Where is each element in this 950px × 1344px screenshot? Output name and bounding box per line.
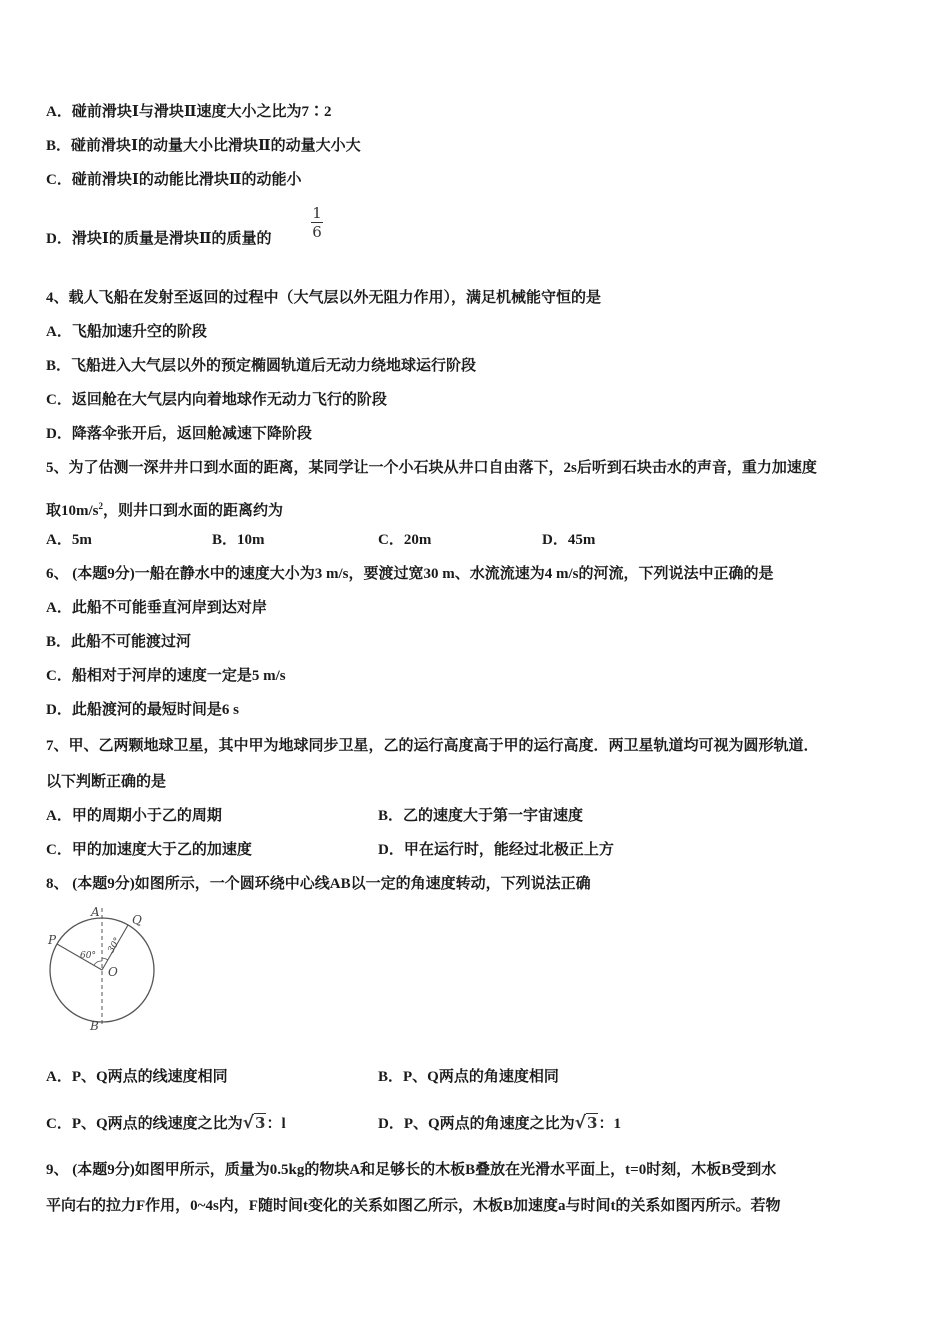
q4-option-b: B．飞船进入大气层以外的预定椭圆轨道后无动力绕地球运行阶段 — [46, 358, 477, 374]
q4-stem: 4、载人飞船在发射至返回的过程中（大气层以外无阻力作用），满足机械能守恒的是 — [46, 290, 602, 306]
q7-option-a: A．甲的周期小于乙的周期 — [46, 808, 222, 824]
q6-option-d: D．此船渡河的最短时间是6 s — [46, 702, 239, 718]
sqrt-three — [575, 1113, 599, 1133]
q5-stem-line1: 5、为了估测一深井井口到水面的距离，某同学让一个小石块从井口自由落下，2s后听到石块击水的声音，重力加速度 — [46, 460, 817, 476]
q4-option-d: D．降落伞张开后，返回舱减速下降阶段 — [46, 426, 312, 442]
q6-option-b: B．此船不可能渡过河 — [46, 634, 192, 650]
q9-stem-line2: 平向右的拉力F作用，0~4s内，F随时间t变化的关系如图乙所示，木板B加速度a与时间t的关系如图丙所示。若物 — [46, 1198, 781, 1214]
fraction-numerator: 1 — [312, 204, 322, 222]
q4-option-a: A．飞船加速升空的阶段 — [46, 324, 207, 340]
q7-stem-line1: 7、甲、乙两颗地球卫星，其中甲为地球同步卫星，乙的运行高度高于甲的运行高度．两卫星轨道均可视为圆形轨道． — [46, 738, 819, 754]
q5-option-a: A．5m — [46, 532, 92, 548]
q6-option-a: A．此船不可能垂直河岸到达对岸 — [46, 600, 267, 616]
q4-option-c: C．返回舱在大气层内向着地球作无动力飞行的阶段 — [46, 392, 387, 408]
q3-option-c: C．碰前滑块Ⅰ的动能比滑块Ⅱ的动能小 — [46, 172, 302, 188]
q8-option-d-ratio: ：1 — [598, 1116, 621, 1132]
sqrt-three — [243, 1113, 267, 1133]
q7-option-d: D．甲在运行时，能经过北极正上方 — [378, 842, 614, 858]
label-p: P — [48, 933, 57, 947]
label-q: Q — [132, 913, 142, 927]
q3-option-b: B．碰前滑块Ⅰ的动量大小比滑块Ⅱ的动量大小大 — [46, 138, 361, 154]
fraction-one-sixth — [311, 205, 323, 240]
q3-option-d: D．滑块Ⅰ的质量是滑块Ⅱ的质量的 — [46, 231, 272, 247]
fraction-denominator: 6 — [312, 223, 322, 241]
q8-option-b: B．P、Q两点的角速度相同 — [378, 1069, 559, 1085]
q7-stem-line2: 以下判断正确的是 — [46, 774, 167, 790]
q8-option-d-text: D．P、Q两点的角速度之比为 — [378, 1116, 575, 1132]
q6-option-c: C．船相对于河岸的速度一定是5 m/s — [46, 668, 286, 684]
label-angle-60: 60° — [80, 951, 96, 961]
q5-option-c: C．20m — [378, 532, 432, 548]
sqrt-radicand: 3 — [587, 1114, 598, 1132]
label-a: A — [91, 905, 100, 919]
q5-stem-part1: 取10m/s — [46, 503, 99, 519]
ring-rotation-figure — [44, 900, 164, 1036]
sqrt-symbol: √ — [574, 1113, 587, 1133]
q8-option-c — [46, 1110, 286, 1137]
q7-option-c: C．甲的加速度大于乙的加速度 — [46, 842, 252, 858]
q8-stem: 8、 (本题9分)如图所示，一个圆环绕中心线AB以一定的角速度转动，下列说法正确 — [46, 876, 591, 892]
q9-stem-line1: 9、 (本题9分)如图甲所示，质量为0.5kg的物块A和足够长的木板B叠放在光滑水平面上，t=0时刻，木板B受到水 — [46, 1162, 777, 1178]
q7-option-b: B．乙的速度大于第一宇宙速度 — [378, 808, 584, 824]
q8-option-c-text: C．P、Q两点的线速度之比为 — [46, 1116, 243, 1132]
sqrt-radicand: 3 — [255, 1114, 266, 1132]
q8-option-a: A．P、Q两点的线速度相同 — [46, 1069, 228, 1085]
q3-option-a: A．碰前滑块Ⅰ与滑块Ⅱ速度大小之比为7∶2 — [46, 104, 332, 120]
q5-option-d: D．45m — [542, 532, 596, 548]
q5-option-b: B．10m — [212, 532, 265, 548]
q5-superscript: 2 — [98, 501, 104, 511]
label-angle-30: 30° — [106, 936, 124, 955]
sqrt-symbol: √ — [242, 1113, 255, 1133]
label-b: B — [90, 1019, 99, 1033]
label-o: O — [108, 965, 118, 979]
q8-option-c-ratio: ：l — [266, 1116, 286, 1132]
q5-stem-part2: ，则井口到水面的距离约为 — [103, 503, 284, 519]
q5-stem-line2 — [46, 496, 283, 521]
q8-option-d — [378, 1110, 621, 1137]
q6-stem: 6、 (本题9分)一船在静水中的速度大小为3 m/s，要渡过宽30 m、水流流速为4 m/s的河流，下列说法中正确的是 — [46, 566, 774, 582]
